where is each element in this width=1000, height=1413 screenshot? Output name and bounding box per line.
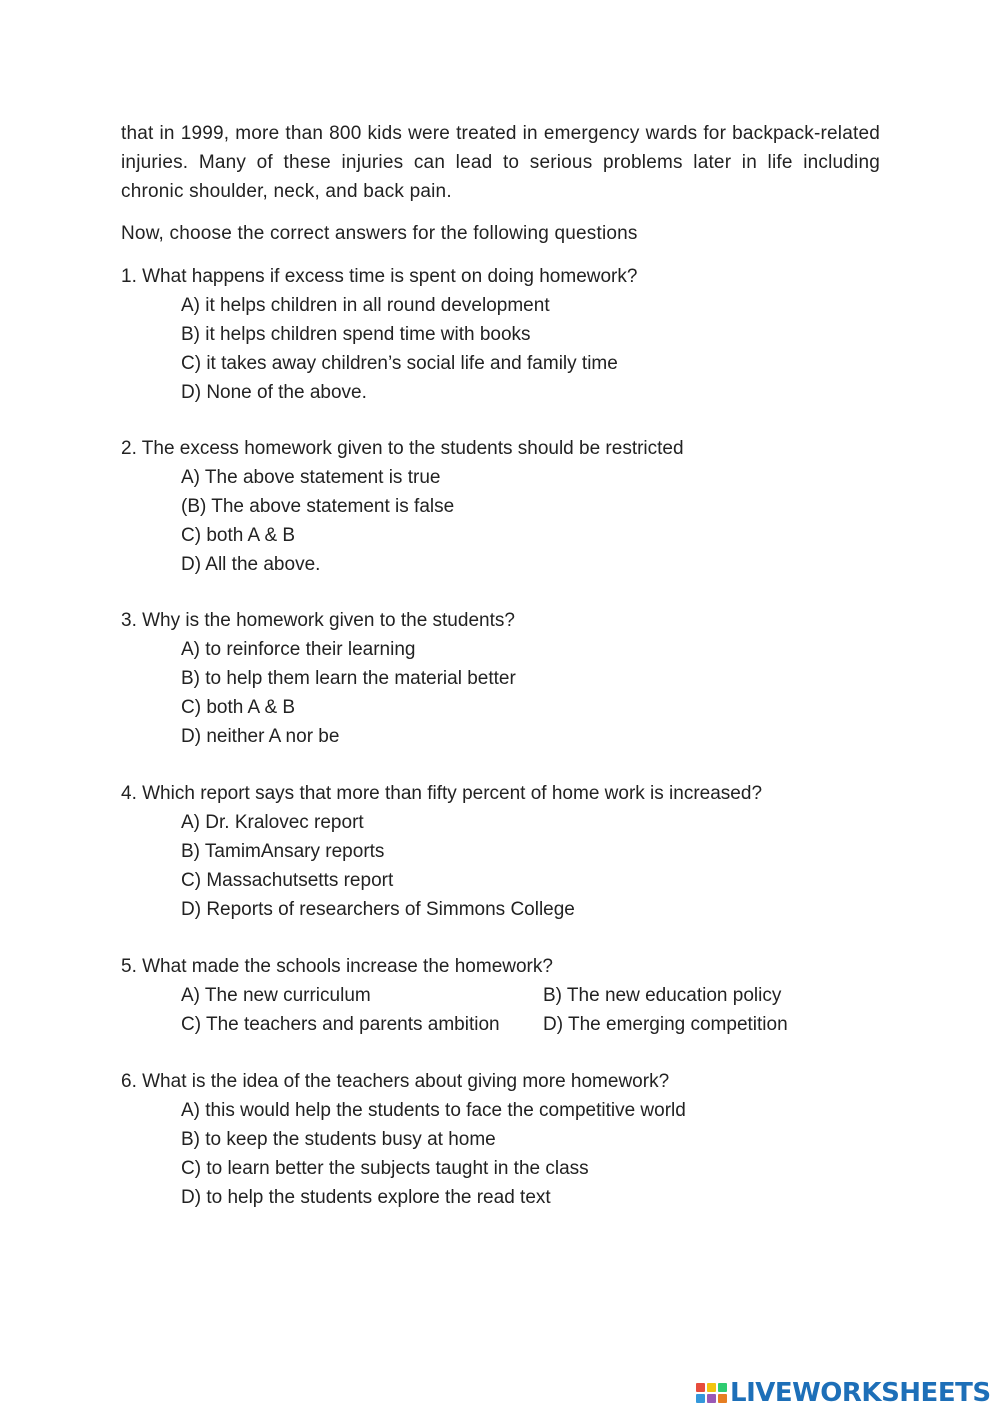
logo-block bbox=[696, 1383, 705, 1392]
logo-text: LIVEWORKSHEETS bbox=[730, 1378, 991, 1408]
option-d[interactable]: D) neither A nor be bbox=[181, 726, 340, 747]
answer-options bbox=[121, 635, 881, 751]
option-d[interactable]: D) None of the above. bbox=[181, 382, 367, 403]
option-b[interactable]: B) it helps children spend time with books bbox=[181, 324, 531, 345]
option-a[interactable]: A) The new curriculum bbox=[181, 985, 371, 1006]
intro-paragraph: that in 1999, more than 800 kids were treated in emergency wards for backpack-related injuries. Many of these injuries can lead to serious problems later in life including chronic shoulder, neck, and back pain. bbox=[121, 123, 880, 202]
question-text: 6. What is the idea of the teachers about giving more homework? bbox=[121, 1071, 670, 1092]
logo-block bbox=[718, 1383, 727, 1392]
option-d[interactable]: D) Reports of researchers of Simmons College bbox=[181, 899, 575, 920]
answer-options bbox=[121, 981, 881, 1039]
option-b[interactable]: B) TamimAnsary reports bbox=[181, 841, 385, 862]
question-5 bbox=[121, 952, 881, 1039]
answer-options bbox=[121, 808, 881, 924]
option-d[interactable]: D) The emerging competition bbox=[543, 1014, 788, 1035]
logo-blocks-icon bbox=[696, 1383, 727, 1403]
option-c[interactable]: C) The teachers and parents ambition bbox=[181, 1014, 500, 1035]
option-b[interactable]: (B) The above statement is false bbox=[181, 496, 455, 517]
option-a[interactable]: A) it helps children in all round development bbox=[181, 295, 550, 316]
logo-block bbox=[707, 1394, 716, 1403]
option-d[interactable]: D) All the above. bbox=[181, 554, 321, 575]
option-b[interactable]: B) to help them learn the material better bbox=[181, 668, 516, 689]
logo-block bbox=[696, 1394, 705, 1403]
answer-options bbox=[121, 1096, 881, 1212]
answer-options bbox=[121, 463, 881, 579]
question-text: 4. Which report says that more than fifty percent of home work is increased? bbox=[121, 783, 763, 804]
logo-block bbox=[707, 1383, 716, 1392]
option-a[interactable]: A) this would help the students to face the competitive world bbox=[181, 1100, 686, 1121]
answer-options bbox=[121, 291, 881, 407]
question-text: 3. Why is the homework given to the students? bbox=[121, 610, 515, 631]
question-4 bbox=[121, 779, 881, 924]
option-c[interactable]: C) to learn better the subjects taught in the class bbox=[181, 1158, 589, 1179]
option-c[interactable]: C) both A & B bbox=[181, 525, 296, 546]
instruction-text: Now, choose the correct answers for the following questions bbox=[121, 223, 638, 244]
option-b[interactable]: B) The new education policy bbox=[543, 985, 782, 1006]
option-c[interactable]: C) it takes away children’s social life and family time bbox=[181, 353, 618, 374]
option-a[interactable]: A) The above statement is true bbox=[181, 467, 441, 488]
question-text: 2. The excess homework given to the students should be restricted bbox=[121, 438, 684, 459]
option-c[interactable]: C) both A & B bbox=[181, 697, 296, 718]
question-6 bbox=[121, 1067, 881, 1212]
question-text: 1. What happens if excess time is spent on doing homework? bbox=[121, 266, 638, 287]
question-text: 5. What made the schools increase the homework? bbox=[121, 956, 553, 977]
option-a[interactable]: A) Dr. Kralovec report bbox=[181, 812, 364, 833]
option-b[interactable]: B) to keep the students busy at home bbox=[181, 1129, 496, 1150]
question-3 bbox=[121, 606, 881, 751]
question-2 bbox=[121, 434, 881, 579]
logo-block bbox=[718, 1394, 727, 1403]
question-1 bbox=[121, 262, 881, 407]
option-c[interactable]: C) Massachutsetts report bbox=[181, 870, 394, 891]
option-d[interactable]: D) to help the students explore the read text bbox=[181, 1187, 551, 1208]
option-a[interactable]: A) to reinforce their learning bbox=[181, 639, 416, 660]
liveworksheets-logo[interactable] bbox=[696, 1376, 991, 1410]
